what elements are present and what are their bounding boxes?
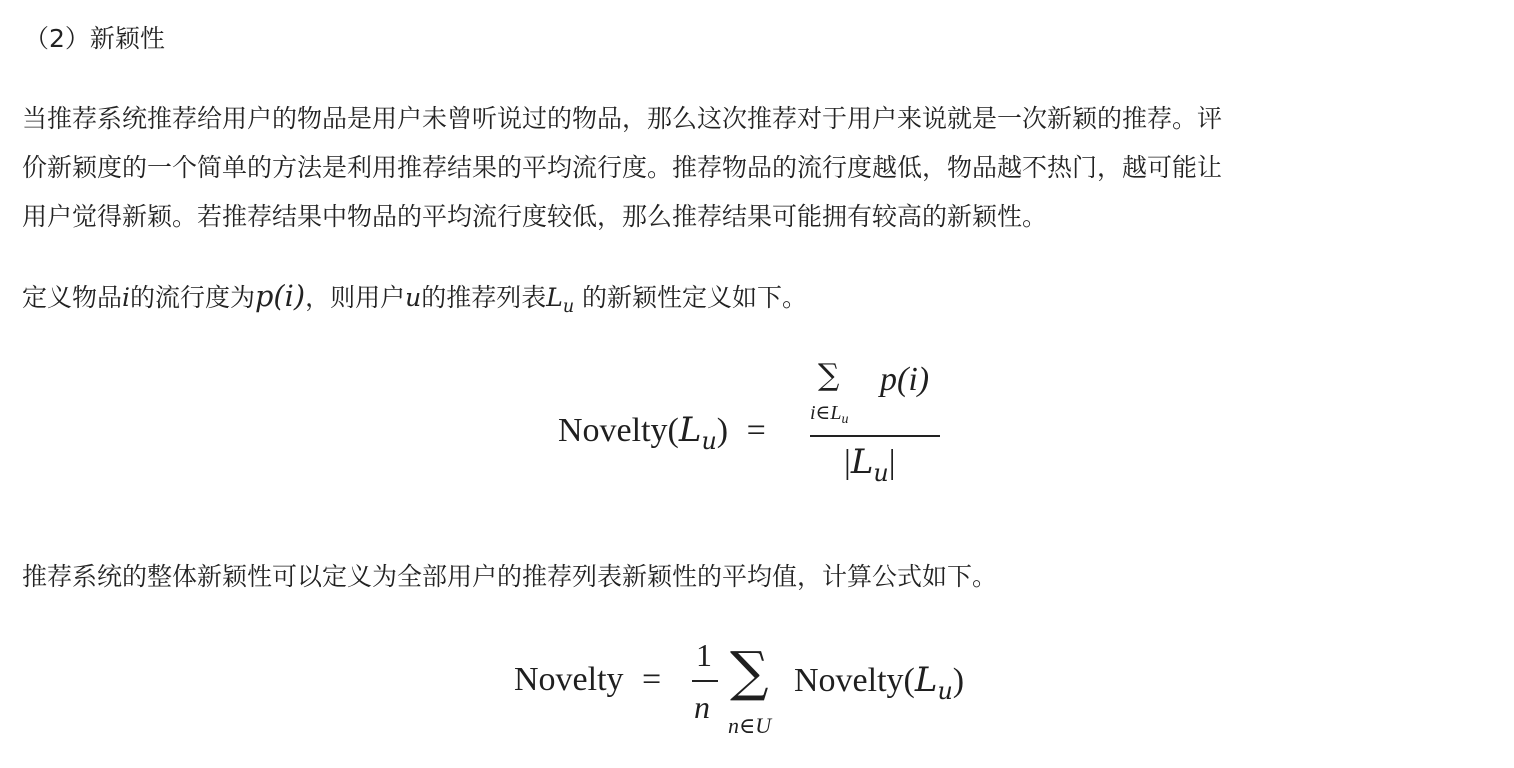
paragraph-definition — [22, 272, 807, 326]
novelty-label: Novelty — [558, 412, 668, 449]
sum-index: i∈L — [810, 402, 842, 424]
text-segment: 定义物品 — [22, 283, 123, 312]
math-subscript-u: u — [873, 459, 889, 488]
math-p-of-i: p(i) — [255, 279, 306, 313]
sum-subscript: n∈U — [728, 713, 772, 738]
math-var-i: i — [122, 283, 131, 312]
open-paren: ( — [667, 412, 679, 449]
section-heading: （2）新颖性 — [24, 24, 165, 53]
open-paren: ( — [903, 662, 915, 699]
paragraph-line: 当推荐系统推荐给用户的物品是用户未曾听说过的物品，那么这次推荐对于用户来说就是一次新颖的推荐。评 — [22, 104, 1223, 133]
text-segment: 的推荐列表 — [421, 283, 547, 312]
math-subscript-u: u — [701, 427, 717, 456]
paragraph-line: 用户觉得新颖。若推荐结果中物品的平均流行度较低，那么推荐结果可能拥有较高的新颖性。 — [22, 202, 1048, 231]
sum-subscript — [810, 402, 848, 427]
paragraph-overall-novelty: 推荐系统的整体新颖性可以定义为全部用户的推荐列表新颖性的平均值，计算公式如下。 — [22, 562, 998, 591]
sum-index-subscript: u — [841, 412, 849, 428]
formula-lhs — [514, 660, 661, 700]
formula-lhs — [558, 410, 766, 456]
math-subscript-u: u — [562, 297, 575, 318]
math-var-L: L — [850, 442, 874, 482]
fraction-denominator: n — [694, 689, 710, 725]
fraction — [810, 358, 942, 488]
abs-bar-left: | — [844, 444, 851, 481]
paragraph-line: 价新颖度的一个简单的方法是利用推荐结果的平均流行度。推荐物品的流行度越低，物品越不热门，越可能让 — [22, 153, 1223, 182]
math-subscript-u: u — [937, 677, 953, 706]
math-var-L: L — [678, 410, 702, 450]
equals-sign: = — [746, 412, 766, 449]
text-segment: 的新颖性定义如下。 — [574, 283, 808, 312]
close-paren: ) — [716, 412, 729, 449]
novelty-label: Novelty — [794, 662, 904, 699]
sum-symbol: ∑ — [818, 358, 840, 393]
formula-rhs — [794, 660, 965, 706]
denominator — [844, 442, 896, 488]
formula-overall-novelty — [514, 636, 1014, 746]
equals-sign: = — [642, 661, 662, 698]
text-segment: 的流行度为 — [130, 283, 256, 312]
fraction-bar — [810, 435, 940, 437]
fraction-bar — [692, 680, 718, 682]
text-segment: ，则用户 — [305, 283, 406, 312]
formula-user-novelty — [558, 358, 958, 488]
sum-symbol: ∑ — [730, 640, 769, 703]
numerator: p(i) — [880, 361, 930, 398]
math-var-L: L — [546, 283, 563, 312]
abs-bar-right: | — [888, 444, 896, 481]
paragraph-novelty-intro — [22, 94, 1222, 241]
math-var-L: L — [914, 660, 938, 700]
close-paren: ) — [952, 662, 965, 699]
novelty-label: Novelty — [514, 661, 624, 698]
fraction-numerator: 1 — [696, 637, 712, 673]
math-var-u: u — [405, 283, 422, 312]
